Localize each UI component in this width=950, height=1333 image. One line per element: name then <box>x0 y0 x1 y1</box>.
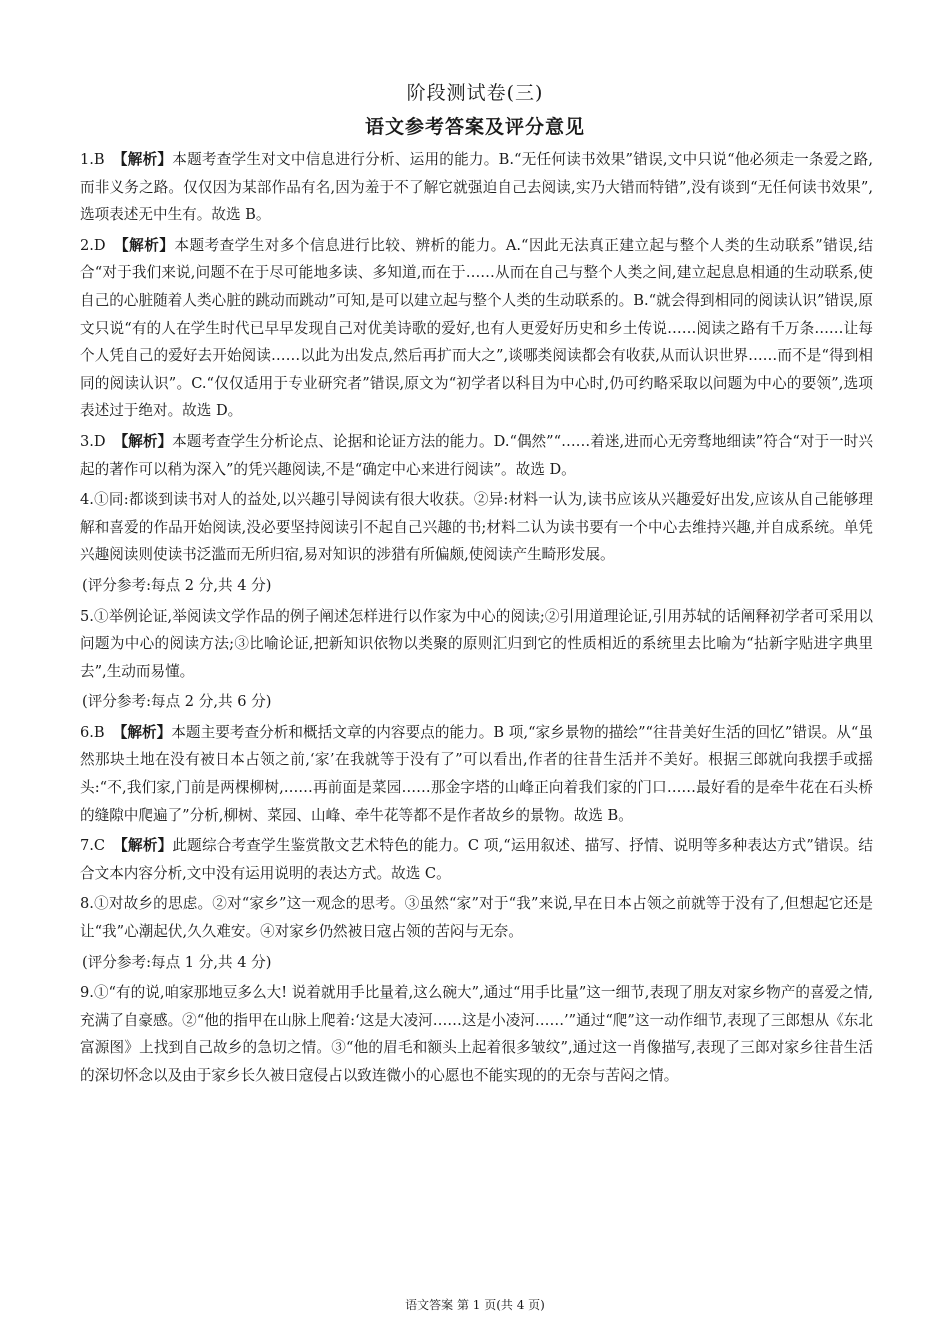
answer-number: 4. <box>80 491 94 509</box>
answer-number: 7.C <box>80 837 106 855</box>
answer-text: ①“有的说,咱家那地豆多么大! 说着就用手比量着,这么碗大”,通过“用手比量”这一细节,表现了朋友对家乡物产的喜爱之情,充满了自豪感。②“他的指甲在山脉上爬着:‘这是大凌河……这是小凌河……’”通过“爬”这一动作细节,表现了三郎想从《东北富源图》上找到自己故乡的急切之情。③“他的眉毛和额头上起着很多皱纹”,通过这一肖像描写,表现了三郎对家乡往昔生活的深切怀念以及由于家乡长久被日寇侵占以致连微小的心愿也不能实现的的无奈与苦闷之情。 <box>80 984 873 1084</box>
answer-text: ①对故乡的思虑。②对“家乡”这一观念的思考。③虽然“家”对于“我”来说,早在日本占领之前就等于没有了,但想起它还是让“我”心潮起伏,久久难安。④对家乡仍然被日寇占领的苦闷与无奈。 <box>80 895 873 941</box>
answer-paragraph <box>80 146 873 229</box>
answer-text: ①举例论证,举阅读文学作品的例子阐述怎样进行以作家为中心的阅读;②引用道理论证,引用苏轼的话阐释初学者可采用以问题为中心的阅读方法;③比喻论证,把新知识依物以类聚的原则汇归到它的性质相近的系统里去比喻为“拈新字贴进字典里去”,生动而易懂。 <box>80 607 873 680</box>
answer-paragraph <box>80 428 873 483</box>
answer-item-5 <box>80 603 873 686</box>
answer-text: 此题综合考查学生鉴赏散文艺术特色的能力。C 项,“运用叙述、描写、抒情、说明等多种表达方式”错误。结合文本内容分析,文中没有运用说明的表达方式。故选 C。 <box>80 837 873 882</box>
answer-paragraph <box>80 979 873 1089</box>
answer-item-4 <box>80 486 873 569</box>
answers-list <box>80 146 873 1093</box>
page-footer: 语文答案 第 1 页(共 4 页) <box>405 1298 545 1312</box>
analysis-tag: 【解析】 <box>113 837 173 855</box>
answer-text: ①同:都谈到读书对人的益处,以兴趣引导阅读有很大收获。②异:材料一认为,读书应该从兴趣爱好出发,应该从自己能够理解和喜爱的作品开始阅读,没必要坚持阅读引不起自己兴趣的书;材料二认为读书要有一个中心去维持兴趣,并自成系统。单凭兴趣阅读则使读书泛滥而无所归宿,易对知识的涉猎有所偏颇,使阅读产生畸形发展。 <box>80 491 873 564</box>
answer-number: 1.B <box>80 151 105 168</box>
answer-text: 本题考查学生对多个信息进行比较、辨析的能力。A.“因此无法真正建立起与整个人类的生动联系”错误,结合“对于我们来说,问题不在于尽可能地多读、多知道,而在于……从而在自己与整个人类之间,建立起息息相通的生动联系,使自己的心脏随着人类心脏的跳动而跳动”可知,是可以建立起与整个人类的生动联系的。B.“就会得到相同的阅读认识”错误,原文只说“有的人在学生时代已早早发现自己对优美诗歌的爱好,也有人更爱好历史和乡土传说……阅读之路有千万条……让每个人凭自己的爱好去开始阅读……以此为出发点,然后再扩而大之”,谈哪类阅读都会有收获,从而认识世界……而不是“得到相同的阅读认识”。C.“仅仅适用于专业研究者”错误,原文为“初学者以科目为中心时,仍可约略采取以问题为中心的要领”,选项表述过于绝对。故选 D。 <box>80 236 873 420</box>
answer-paragraph <box>80 890 873 945</box>
answer-text: 本题考查学生分析论点、论据和论证方法的能力。D.“偶然”“……着迷,进而心无旁骛地细读”符合“对于一时兴起的著作可以稍为深入”的凭兴趣阅读,不是“确定中心来进行阅读”。故选 D。 <box>80 432 873 478</box>
page-title: 阶段测试卷(三) <box>406 82 544 104</box>
analysis-tag: 【解析】 <box>112 151 173 168</box>
answer-item-1 <box>80 146 873 229</box>
score-note: (评分参考:每点 2 分,共 6 分) <box>82 693 272 711</box>
answer-number: 8. <box>80 895 94 913</box>
answer-item-7 <box>80 832 873 887</box>
answer-number: 3.D <box>80 432 106 450</box>
answer-number: 6.B <box>80 723 105 741</box>
answer-item-3 <box>80 428 873 483</box>
score-note: (评分参考:每点 1 分,共 4 分) <box>82 953 272 971</box>
answer-paragraph <box>80 832 873 887</box>
answer-item-8 <box>80 890 873 945</box>
answer-item-9 <box>80 979 873 1089</box>
answer-paragraph <box>80 486 873 569</box>
score-note: (评分参考:每点 2 分,共 4 分) <box>82 576 272 594</box>
answer-item-2 <box>80 232 873 425</box>
answer-text: 本题主要考查分析和概括文章的内容要点的能力。B 项,“家乡景物的描绘”“往昔美好生活的回忆”错误。从“虽然那块土地在没有被日本占领之前,‘家’在我就等于没有了”可以看出,作者的往昔生活并不美好。根据三郎就向我摆手或摇头:“不,我们家,门前是两棵柳树,……再前面是菜园……那金字塔的山峰正向着我们家的门口……最好看的是牵牛花在石头桥的缝隙中爬遍了”分析,柳树、菜园、山峰、牵牛花等都不是作者故乡的景物。故选 B。 <box>80 723 873 824</box>
answer-number: 2.D <box>80 236 106 254</box>
answer-paragraph <box>80 719 873 829</box>
analysis-tag: 【解析】 <box>112 723 172 741</box>
answer-text: 本题考查学生对文中信息进行分析、运用的能力。B.“无任何读书效果”错误,文中只说“他必须走一条爱之路,而非义务之路。仅仅因为某部作品有名,因为羞于不了解它就强迫自己去阅读,实乃大错而特错”,没有谈到“无任何读书效果”,选项表述无中生有。故选 B。 <box>80 151 873 224</box>
answer-paragraph <box>80 603 873 686</box>
answer-item-6 <box>80 719 873 829</box>
analysis-tag: 【解析】 <box>113 432 173 450</box>
answer-paragraph <box>80 232 873 425</box>
answer-number: 5. <box>80 607 94 625</box>
page-subtitle: 语文参考答案及评分意见 <box>364 116 585 138</box>
analysis-tag: 【解析】 <box>113 236 175 254</box>
answer-number: 9. <box>80 984 94 1002</box>
